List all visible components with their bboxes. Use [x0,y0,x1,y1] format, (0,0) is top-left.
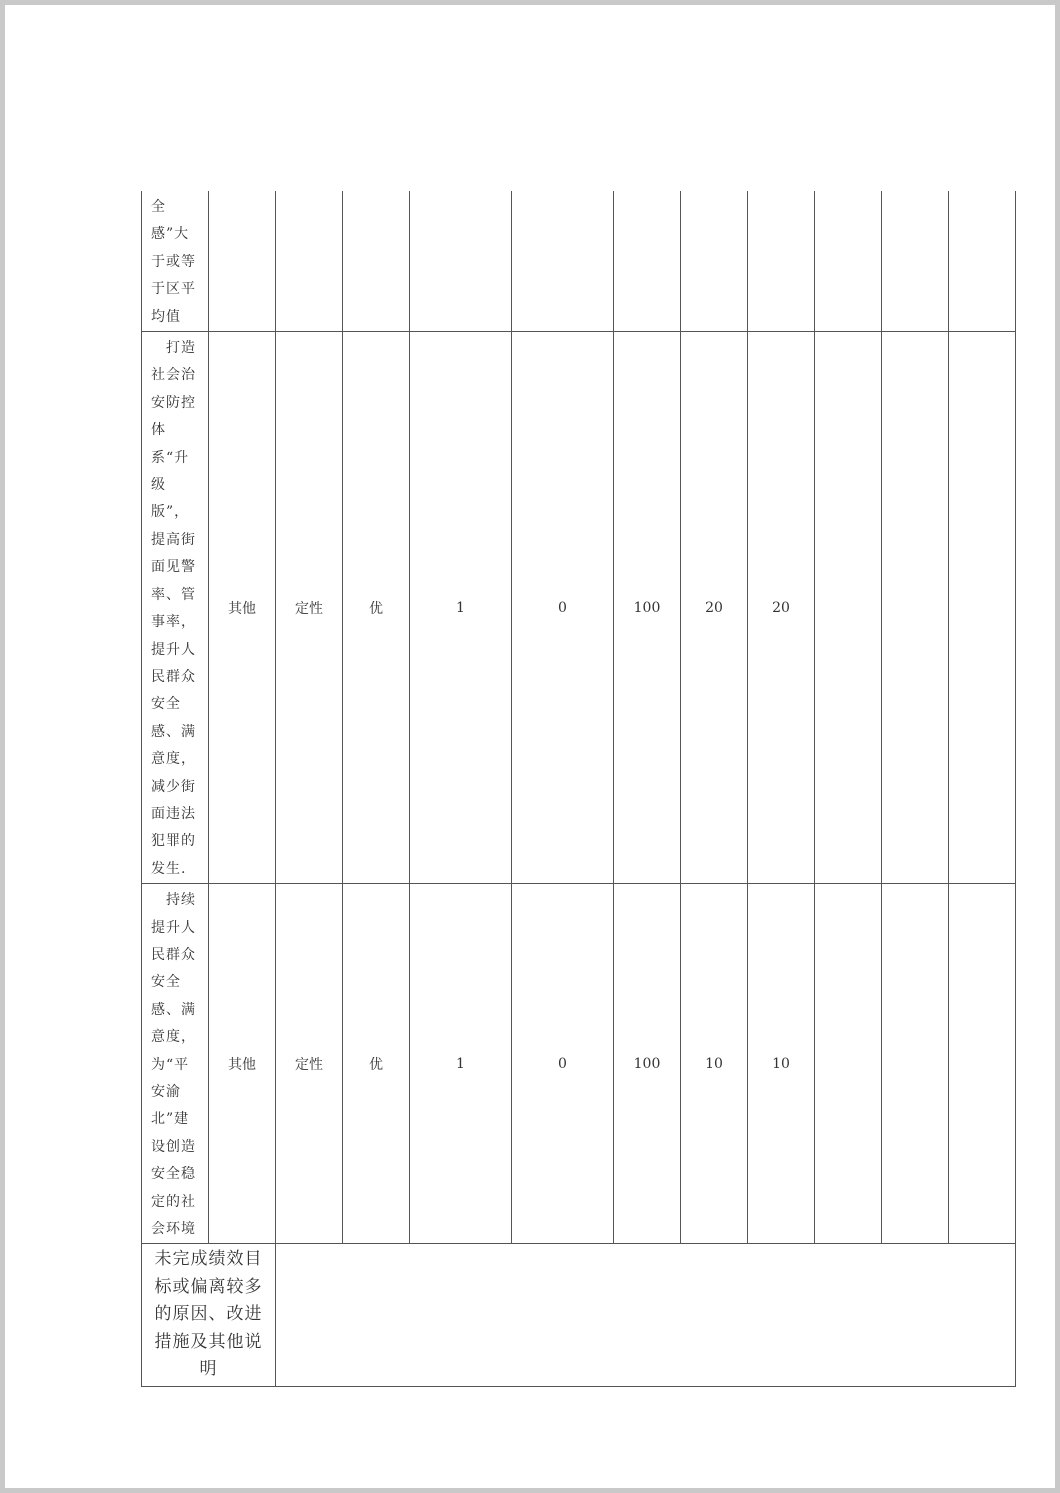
empty-cell [949,191,1016,332]
grade-cell: 优 [343,332,410,884]
score-cell: 10 [748,884,815,1244]
note-label: 未完成绩效目标或偏离较多的原因、改进措施及其他说明 [142,1244,276,1387]
note-row [142,1244,1016,1387]
grade-cell: 优 [343,884,410,1244]
empty-cell [815,191,882,332]
empty-cell [815,332,882,884]
empty-cell [949,884,1016,1244]
nature-cell: 定性 [276,332,343,884]
category-cell: 其他 [209,332,276,884]
category-cell: 其他 [209,884,276,1244]
weight-cell: 10 [681,884,748,1244]
nature-cell: 定性 [276,884,343,1244]
empty-cell [882,884,949,1244]
target-cell: 1 [410,332,512,884]
rate-cell [614,191,681,332]
performance-table [141,191,1016,1387]
nature-cell [276,191,343,332]
empty-cell [815,884,882,1244]
indicator-cell: 全感”大于或等于区平均值 [142,191,209,332]
note-content [276,1244,1016,1387]
table-row [142,191,1016,332]
category-cell [209,191,276,332]
rate-cell: 100 [614,332,681,884]
grade-cell [343,191,410,332]
weight-cell [681,191,748,332]
empty-cell [949,332,1016,884]
table-row [142,332,1016,884]
target-cell: 1 [410,884,512,1244]
empty-cell [882,332,949,884]
document-page [5,5,1055,1488]
score-cell: 20 [748,332,815,884]
table-row [142,884,1016,1244]
target-cell [410,191,512,332]
empty-cell [882,191,949,332]
score-cell [748,191,815,332]
weight-cell: 20 [681,332,748,884]
indicator-cell: 持续提升人民群众安全感、满意度，为“平安渝北”建设创造安全稳定的社会环境 [142,884,209,1244]
rate-cell: 100 [614,884,681,1244]
indicator-cell: 打造社会治安防控体系“升级版”，提高街面见警率、管事率，提升人民群众安全感、满意度，减少街面违法犯罪的发生. [142,332,209,884]
actual-cell: 0 [512,332,614,884]
actual-cell: 0 [512,884,614,1244]
actual-cell [512,191,614,332]
